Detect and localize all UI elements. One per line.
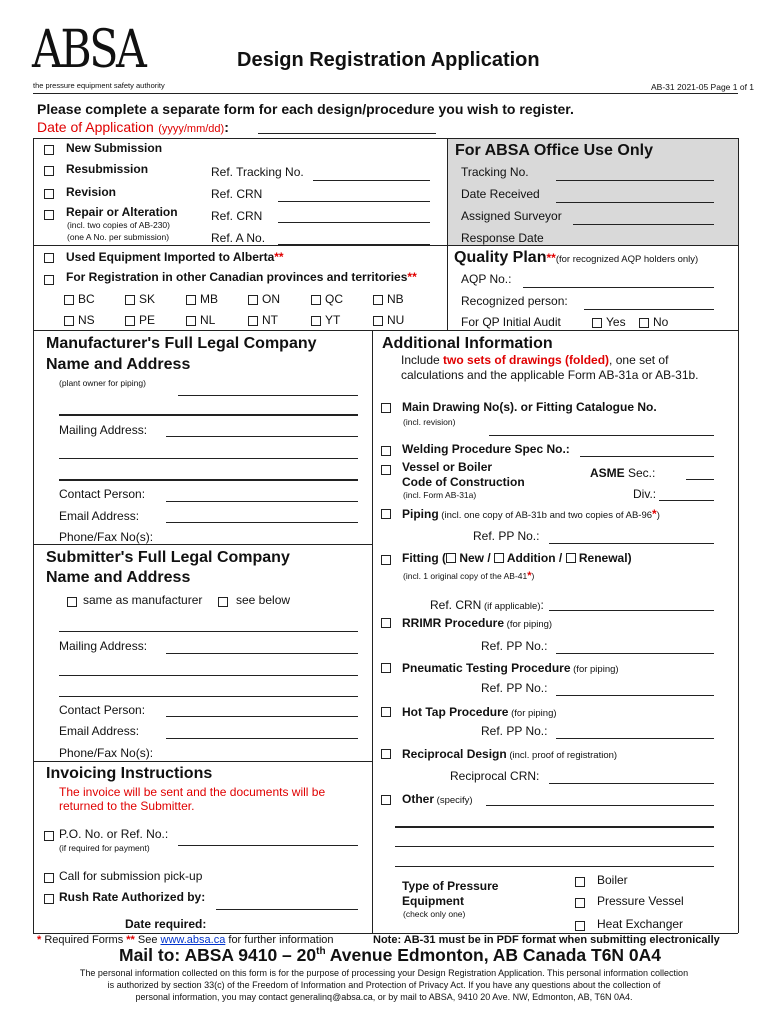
ref-pp-label-1: Ref. PP No.: [473, 529, 540, 543]
province-nl-checkbox[interactable] [186, 316, 196, 326]
other-provinces-label [66, 270, 417, 284]
other-field-3[interactable] [395, 846, 714, 847]
ref-pp-label-3: Ref. PP No.: [481, 681, 548, 695]
pressure-vessel-checkbox[interactable] [575, 898, 585, 908]
same-as-manufacturer-label: same as manufacturer [83, 593, 203, 607]
div-field[interactable] [659, 500, 714, 501]
hot-tap-checkbox[interactable] [381, 707, 391, 717]
po-number-label: P.O. No. or Ref. No.: [59, 827, 169, 841]
province-sk-checkbox[interactable] [125, 295, 135, 305]
date-of-application-label [37, 119, 229, 137]
pneumatic-text: Pneumatic Testing Procedure [402, 661, 571, 675]
footer-pdf-note: Note: AB-31 must be in PDF format when submitting electronically [373, 934, 720, 946]
fitting-addition-checkbox[interactable] [494, 553, 504, 563]
office-tracking-label: Tracking No. [461, 165, 529, 179]
province-pe-label: PE [139, 313, 156, 327]
privacy-line-3: personal information, you may contact generalinq@absa.ca, or by mail to ABSA, 9410 20 Ave. NW, Edmonton, AB, T6N 0A4. [135, 992, 633, 1002]
divider-top [447, 138, 448, 330]
office-assigned-surveyor-field[interactable] [573, 224, 714, 225]
instruction-text: Please complete a separate form for each design/procedure you wish to register. [37, 101, 574, 117]
invoicing-note-1: The invoice will be sent and the documents will be [59, 785, 326, 799]
qp-initial-audit-label: For QP Initial Audit [461, 315, 561, 329]
submitter-title-2: Name and Address [46, 569, 191, 586]
ref-crn-label-2: Ref. CRN [211, 209, 263, 223]
form-id: AB-31 2021-05 Page 1 of 1 [651, 82, 755, 92]
privacy-line-2: is authorized by section 33(c) of the Freedom of Information and Protection of Privacy Act. If you have any questions about the collection of [107, 980, 661, 990]
other-field-1[interactable] [486, 805, 714, 806]
province-yt-checkbox[interactable] [311, 316, 321, 326]
fitting-new-checkbox[interactable] [446, 553, 456, 563]
pneumatic-label [402, 659, 619, 677]
rrimr-label [402, 614, 552, 632]
manufacturer-title-2: Name and Address [46, 356, 191, 373]
vessel-boiler-label-1: Vessel or Boiler [402, 460, 493, 474]
rush-rate-checkbox[interactable] [44, 894, 54, 904]
piping-note: (incl. one copy of AB-31b and two copies of AB-96 [438, 510, 653, 521]
province-nt-label: NT [262, 313, 278, 327]
privacy-line-1: The personal information collected on this form is for the purpose of processing your Design Registration Application. This personal information collection [79, 968, 689, 978]
ref-tracking-field[interactable] [313, 180, 430, 181]
absa-website-link[interactable]: www.absa.ca [160, 934, 226, 946]
footer-required-forms: Required Forms [41, 934, 127, 946]
province-mb-label: MB [200, 292, 218, 306]
province-ns-label: NS [78, 313, 95, 327]
province-on-label: ON [262, 292, 280, 306]
province-on-checkbox[interactable] [248, 295, 258, 305]
sec-label: Sec.: [624, 466, 656, 480]
province-pe-checkbox[interactable] [125, 316, 135, 326]
mail-to-address [119, 945, 661, 966]
absa-logo: ABSA [32, 20, 145, 80]
fitting-renewal: Renewal) [575, 551, 632, 565]
province-mb-checkbox[interactable] [186, 295, 196, 305]
divider-middle [33, 330, 738, 331]
include-post: , one set of [609, 353, 669, 367]
qp-audit-yes-label: Yes [606, 315, 626, 329]
reciprocal-label [402, 745, 617, 763]
new-submission-label: New Submission [66, 141, 163, 155]
rush-rate-field[interactable] [216, 909, 358, 910]
office-use-title: For ABSA Office Use Only [455, 142, 653, 159]
footer-see: See [134, 934, 161, 946]
footer-star-1: * [37, 934, 42, 946]
submitter-contact-label: Contact Person: [59, 703, 146, 717]
rrimr-checkbox[interactable] [381, 618, 391, 628]
other-checkbox[interactable] [381, 795, 391, 805]
piping-star: * [652, 507, 657, 521]
divider-quality [447, 245, 738, 246]
new-submission-checkbox[interactable] [44, 145, 54, 155]
date-format: (yyyy/mm/dd) [158, 123, 225, 135]
submitter-name-field[interactable] [59, 631, 358, 632]
additional-info-title: Additional Information [382, 335, 553, 352]
submitter-mailing-field-3[interactable] [59, 696, 358, 697]
pneumatic-note: (for piping) [570, 664, 619, 675]
aqp-no-field[interactable] [523, 287, 714, 288]
po-number-checkbox[interactable] [44, 831, 54, 841]
manufacturer-contact-label: Contact Person: [59, 487, 146, 501]
office-date-received-label: Date Received [461, 187, 540, 201]
ref-crn-label-1: Ref. CRN [211, 187, 263, 201]
used-equipment-label [66, 250, 284, 264]
fitting-addition: Addition / [504, 551, 566, 565]
office-tracking-field[interactable] [556, 180, 714, 181]
province-yt-label: YT [325, 313, 341, 327]
heat-exchanger-label: Heat Exchanger [597, 917, 684, 931]
repair-alteration-label: Repair or Alteration [66, 205, 178, 219]
province-ns-checkbox[interactable] [64, 316, 74, 326]
province-nt-checkbox[interactable] [248, 316, 258, 326]
other-field-4[interactable] [395, 866, 714, 867]
include-line-2: calculations and the applicable Form AB-31a or AB-31b. [401, 368, 699, 382]
hot-tap-text: Hot Tap Procedure [402, 705, 509, 719]
heat-exchanger-checkbox[interactable] [575, 921, 585, 931]
asme-sec-field[interactable] [686, 479, 714, 480]
vessel-boiler-checkbox[interactable] [381, 465, 391, 475]
other-provinces-text: For Registration in other Canadian provinces and territories [66, 270, 408, 284]
date-label: Date of Application [37, 119, 154, 135]
manufacturer-phone-label: Phone/Fax No(s): [59, 530, 154, 544]
main-drawing-label: Main Drawing No(s). or Fitting Catalogue No. [402, 400, 657, 414]
boiler-checkbox[interactable] [575, 877, 585, 887]
welding-label: Welding Procedure Spec No.: [402, 442, 570, 456]
mail-to-pre: Mail to: ABSA 9410 – 20 [119, 945, 317, 965]
ref-pp-field-2[interactable] [556, 653, 714, 654]
reciprocal-checkbox[interactable] [381, 749, 391, 759]
province-nl-label: NL [200, 313, 216, 327]
ref-pp-field-3[interactable] [556, 695, 714, 696]
reciprocal-crn-field[interactable] [549, 783, 714, 784]
submitter-email-label: Email Address: [59, 724, 140, 738]
fitting-note [403, 570, 534, 582]
ref-a-no-label: Ref. A No. [211, 231, 266, 245]
asme-sec-label [590, 466, 655, 480]
include-red: two sets of drawings (folded) [443, 353, 610, 367]
po-number-note: (if required for payment) [59, 843, 150, 853]
manufacturer-title-1: Manufacturer's Full Legal Company [46, 335, 317, 352]
piping-close: ) [656, 510, 660, 521]
main-drawing-note: (incl. revision) [403, 417, 456, 427]
type-equipment-label-2: Equipment [402, 894, 464, 908]
boiler-label: Boiler [597, 873, 628, 887]
province-nu-checkbox[interactable] [373, 316, 383, 326]
other-provinces-stars: ** [407, 270, 417, 284]
rrimr-text: RRIMR Procedure [402, 616, 505, 630]
other-note: (specify) [434, 795, 473, 806]
resubmission-checkbox[interactable] [44, 166, 54, 176]
rush-rate-label: Rush Rate Authorized by: [59, 890, 206, 904]
footer-star-2: ** [126, 934, 135, 946]
main-drawing-field[interactable] [489, 435, 714, 436]
repair-note-1: (incl. two copies of AB-230) [67, 220, 170, 230]
piping-label [402, 505, 660, 523]
used-equipment-text: Used Equipment Imported to Alberta [66, 250, 275, 264]
welding-checkbox[interactable] [381, 446, 391, 456]
divider-invoicing [33, 761, 372, 762]
manufacturer-note: (plant owner for piping) [59, 378, 146, 388]
fitting-note-text: (incl. 1 original copy of the AB-41 [403, 571, 528, 581]
main-drawing-checkbox[interactable] [381, 403, 391, 413]
manufacturer-name-field-2[interactable] [59, 414, 358, 416]
ref-pp-label-4: Ref. PP No.: [481, 724, 548, 738]
ref-tracking-label: Ref. Tracking No. [211, 165, 304, 179]
mail-to-sup: th [316, 946, 326, 958]
hot-tap-note: (for piping) [508, 708, 557, 719]
pneumatic-checkbox[interactable] [381, 663, 391, 673]
revision-checkbox[interactable] [44, 189, 54, 199]
qp-audit-yes-checkbox[interactable] [592, 318, 602, 328]
resubmission-label: Resubmission [66, 162, 149, 176]
aqp-no-label: AQP No.: [461, 272, 512, 286]
ref-pp-field-1[interactable] [549, 543, 714, 544]
frame-top [33, 138, 738, 139]
date-of-application-field[interactable] [258, 133, 436, 134]
recognized-person-label: Recognized person: [461, 294, 568, 308]
see-below-label: see below [236, 593, 291, 607]
province-nu-label: NU [387, 313, 405, 327]
po-number-field[interactable] [178, 845, 358, 846]
logo-tagline: the pressure equipment safety authority [33, 81, 165, 90]
ref-crn-fitting-field[interactable] [549, 610, 714, 611]
manufacturer-name-field-1[interactable] [178, 395, 358, 396]
pickup-label: Call for submission pick-up [59, 869, 203, 883]
invoicing-note-2: returned to the Submitter. [59, 799, 195, 813]
vessel-boiler-note: (incl. Form AB-31a) [403, 490, 477, 500]
piping-checkbox[interactable] [381, 509, 391, 519]
office-response-date-label: Response Date [461, 231, 544, 245]
submitter-title-1: Submitter's Full Legal Company [46, 549, 290, 566]
pressure-vessel-label: Pressure Vessel [597, 894, 684, 908]
rrimr-note: (for piping) [504, 619, 553, 630]
frame-left [33, 138, 34, 933]
fitting-label [402, 551, 632, 565]
ref-crn-note: (if applicable) [481, 601, 541, 612]
submitter-contact-field[interactable] [166, 716, 358, 717]
type-equipment-note: (check only one) [403, 909, 466, 919]
manufacturer-email-label: Email Address: [59, 509, 140, 523]
fitting-pre: Fitting ( [402, 551, 446, 565]
recognized-person-field[interactable] [584, 309, 714, 310]
office-assigned-surveyor-label: Assigned Surveyor [461, 209, 562, 223]
revision-label: Revision [66, 185, 117, 199]
other-field-2[interactable] [395, 826, 714, 828]
quality-plan-heading [454, 247, 698, 268]
used-equipment-stars: ** [274, 250, 284, 264]
qp-audit-no-checkbox[interactable] [639, 318, 649, 328]
ref-crn-text: Ref. CRN [430, 598, 482, 612]
quality-plan-stars: ** [546, 251, 556, 265]
manufacturer-mailing-label: Mailing Address: [59, 423, 148, 437]
date-colon: : [224, 119, 229, 135]
province-bc-checkbox[interactable] [64, 295, 74, 305]
pickup-checkbox[interactable] [44, 873, 54, 883]
ref-pp-label-2: Ref. PP No.: [481, 639, 548, 653]
manufacturer-contact-field[interactable] [166, 501, 358, 502]
date-required-label: Date required: [125, 917, 207, 931]
repair-note-2: (one A No. per submission) [67, 232, 170, 242]
welding-field[interactable] [580, 456, 714, 457]
hot-tap-label [402, 703, 557, 721]
repair-alteration-checkbox[interactable] [44, 210, 54, 220]
province-qc-checkbox[interactable] [311, 295, 321, 305]
fitting-close: ) [531, 571, 535, 581]
submitter-mailing-field-1[interactable] [166, 653, 358, 654]
manufacturer-mailing-field-2[interactable] [59, 458, 358, 459]
asme-label: ASME [590, 466, 625, 480]
province-qc-label: QC [325, 292, 343, 306]
piping-text: Piping [402, 507, 439, 521]
include-pre: Include [401, 353, 444, 367]
fitting-renewal-checkbox[interactable] [566, 553, 576, 563]
div-label: Div.: [633, 487, 657, 501]
used-equipment-checkbox[interactable] [44, 253, 54, 263]
ref-a-no-field[interactable] [278, 244, 430, 245]
frame-right [738, 138, 739, 933]
include-line-1 [401, 353, 668, 367]
quality-plan-title: Quality Plan [454, 249, 547, 266]
quality-plan-note: (for recognized AQP holders only) [555, 254, 699, 265]
manufacturer-email-field[interactable] [166, 522, 358, 523]
qp-audit-no-label: No [653, 315, 669, 329]
divider-submitter [33, 544, 372, 545]
footer-further: for further information [225, 934, 334, 946]
other-provinces-checkbox[interactable] [44, 275, 54, 285]
see-below-checkbox[interactable] [218, 597, 228, 607]
invoicing-title: Invoicing Instructions [46, 765, 213, 782]
reciprocal-crn-label: Reciprocal CRN: [450, 769, 540, 783]
header-rule [33, 93, 738, 94]
ref-crn-colon: : [540, 598, 544, 612]
submitter-mailing-label: Mailing Address: [59, 639, 148, 653]
fitting-new: New / [455, 551, 494, 565]
ref-crn-fitting-label [430, 596, 544, 614]
divider-columns [372, 330, 373, 933]
submitter-email-field[interactable] [166, 738, 358, 739]
ref-crn-field-1[interactable] [278, 201, 430, 202]
manufacturer-mailing-field-1[interactable] [166, 436, 358, 437]
province-nb-checkbox[interactable] [373, 295, 383, 305]
same-as-manufacturer-checkbox[interactable] [67, 597, 77, 607]
reciprocal-note: (incl. proof of registration) [506, 750, 618, 761]
ref-crn-field-2[interactable] [278, 222, 430, 223]
manufacturer-mailing-field-3[interactable] [59, 479, 358, 481]
province-bc-label: BC [78, 292, 95, 306]
fitting-star: * [527, 570, 532, 582]
province-nb-label: NB [387, 292, 404, 306]
submitter-phone-label: Phone/Fax No(s): [59, 746, 154, 760]
divider-submission [33, 245, 447, 246]
office-date-received-field[interactable] [556, 202, 714, 203]
page-title: Design Registration Application [237, 49, 540, 71]
other-text: Other [402, 792, 435, 806]
type-equipment-label-1: Type of Pressure [402, 879, 499, 893]
reciprocal-text: Reciprocal Design [402, 747, 507, 761]
mail-to-post: Avenue Edmonton, AB Canada T6N 0A4 [325, 945, 662, 965]
ref-pp-field-4[interactable] [556, 738, 714, 739]
submitter-mailing-field-2[interactable] [59, 675, 358, 676]
province-sk-label: SK [139, 292, 156, 306]
fitting-checkbox[interactable] [381, 555, 391, 565]
other-label [402, 790, 473, 808]
vessel-boiler-label-2: Code of Construction [402, 475, 525, 489]
